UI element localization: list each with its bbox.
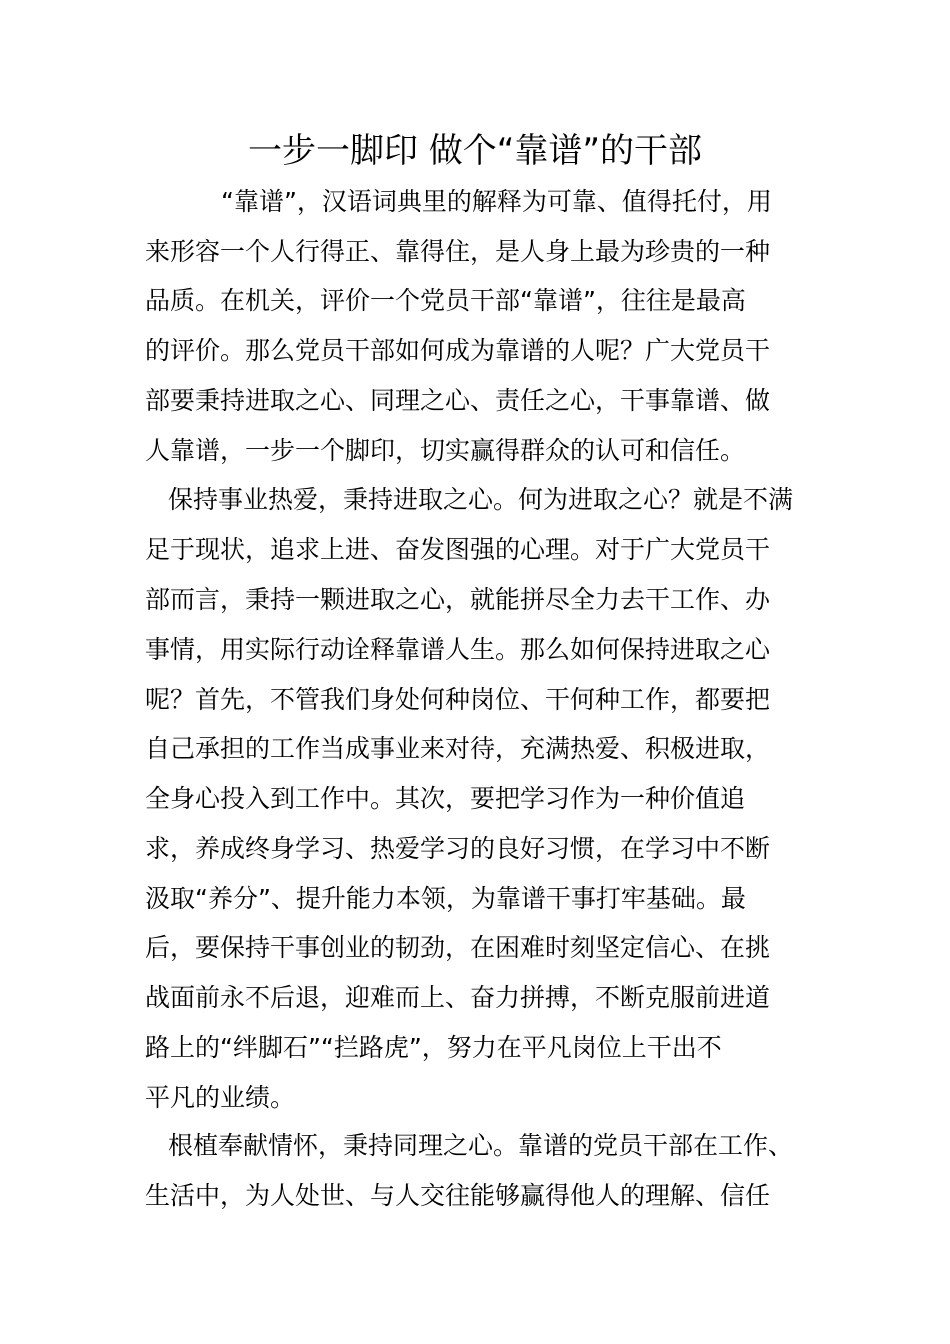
body-line-8: 足于现状，追求上进、奋发图强的心理。对于广大党员干	[145, 535, 771, 564]
body-line-16: 后，要保持干事创业的韧劲，在困难时刻坚定信心、在挑	[145, 933, 771, 962]
body-line-1: “靠谱”，汉语词典里的解释为可靠、值得托付，用	[221, 187, 772, 216]
body-line-12: 自己承担的工作当成事业来对待，充满热爱、积极进取，	[145, 734, 771, 763]
body-line-3: 品质。在机关，评价一个党员干部“靠谱”，往往是最高	[145, 286, 746, 315]
body-line-10: 事情，用实际行动诠释靠谱人生。那么如何保持进取之心	[145, 635, 771, 664]
body-line-19: 平凡的业绩。	[145, 1083, 296, 1112]
body-line-18: 路上的“绊脚石”“拦路虎”，努力在平凡岗位上干出不	[145, 1033, 722, 1062]
body-line-13: 全身心投入到工作中。其次，要把学习作为一种价值追	[145, 784, 746, 813]
document-title: 一步一脚印 做个“靠谱”的干部	[247, 131, 703, 171]
body-line-2: 来形容一个人行得正、靠得住，是人身上最为珍贵的一种	[145, 237, 771, 266]
body-line-20: 根植奉献情怀，秉持同理之心。靠谱的党员干部在工作、	[168, 1131, 794, 1160]
body-line-4: 的评价。那么党员干部如何成为靠谱的人呢？广大党员干	[145, 336, 771, 365]
body-line-7: 保持事业热爱，秉持进取之心。何为进取之心？就是不满	[168, 485, 794, 514]
body-line-11: 呢？首先，不管我们身处何种岗位、干何种工作，都要把	[145, 685, 771, 714]
body-line-5: 部要秉持进取之心、同理之心、责任之心，干事靠谱、做	[145, 386, 771, 415]
body-line-21: 生活中，为人处世、与人交往能够赢得他人的理解、信任	[145, 1181, 771, 1210]
body-line-6: 人靠谱，一步一个脚印，切实赢得群众的认可和信任。	[145, 436, 746, 465]
body-line-9: 部而言，秉持一颗进取之心，就能拼尽全力去干工作、办	[145, 585, 771, 614]
body-line-17: 战面前永不后退，迎难而上、奋力拼搏，不断克服前进道	[145, 983, 771, 1012]
body-line-14: 求，养成终身学习、热爱学习的良好习惯，在学习中不断	[145, 834, 771, 863]
body-line-15: 汲取“养分”、提升能力本领，为靠谱干事打牢基础。最	[145, 884, 746, 913]
